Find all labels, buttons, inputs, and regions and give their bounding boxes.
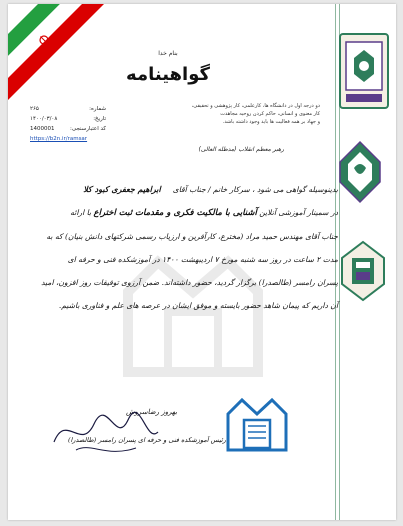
official-stamp-icon <box>224 392 290 454</box>
info-line: دو درجه اول در دانشگاه ها، کارعلمی، کار پژوهشی و تحقیقی، <box>191 103 320 109</box>
certificate-body <box>38 178 338 317</box>
signer-title: رئیس آموزشکده فنی و حرفه ای پسران رامسر (طالصدرا) <box>68 436 226 444</box>
info-line: و جهاد بر همه فعالیت ها باید وجود داشته باشد. <box>222 119 320 125</box>
body-line-2 <box>38 201 338 225</box>
info-quote-block <box>130 102 320 126</box>
faculty-emblem-icon <box>340 240 386 302</box>
number-row <box>30 104 106 114</box>
info-line: کار معنوی و انسانی، حاکم کردن روحیه مجاهدت <box>220 111 320 117</box>
signer-name: بهروز رضاسروش <box>126 408 178 416</box>
code-label: کد اعتبارسنجی: <box>70 126 106 132</box>
body-line-2-lead: در سمینار آموزشی آنلاین <box>259 208 338 217</box>
date-label: تاریخ: <box>93 116 106 122</box>
recipient-name: ابراهیم جعفری کبود کلا <box>83 184 161 194</box>
body-line-6: آن داریم که پیمان شاهد حضور بایسته و موفق ایشان در عرصه های علم و فناوری باشیم. <box>58 301 338 310</box>
certificate-title: گواهینامه <box>126 64 210 85</box>
quote-attribution: رهبر معظم انقلاب (مدظله العالی) <box>198 146 284 153</box>
code-row <box>30 124 106 134</box>
course-title: آشنایی با مالکیت فکری و مقدمات ثبت اختراع <box>93 208 257 218</box>
verification-link[interactable]: https://b2n.ir/ramsar <box>30 136 88 142</box>
ministry-emblem-icon <box>338 140 382 204</box>
body-line-4: مدت ۲ ساعت در روز سه شنبه مورخ ۷ اردیبهشت ۱۴۰۰ در آموزشکده فنی و حرفه ای <box>67 255 338 264</box>
body-line-2-tail: با ارائه <box>70 208 92 217</box>
code-value: 1400001 <box>30 126 55 132</box>
bismillah-text: بنام خدا <box>158 50 178 57</box>
certificate-page <box>8 4 396 520</box>
iran-flag-ribbon <box>8 4 118 114</box>
date-row <box>30 114 106 124</box>
body-line-1 <box>38 178 338 201</box>
date-value: ۱۴۰۰/۰۳/۰۸ <box>30 116 58 122</box>
body-line-3: جناب آقای مهندس حمید مراد (مخترع، کارآفرین و ارزیاب رسمی شرکتهای دانش بنیان) که به <box>46 232 338 241</box>
certificate-meta <box>30 104 106 144</box>
body-line-1-lead: بدینوسیله گواهی می شود ، سرکار خانم / جناب آقای <box>172 185 338 194</box>
number-label: شماره: <box>89 106 106 112</box>
number-value: ۲۶۵ <box>30 106 39 112</box>
university-emblem-icon <box>338 32 390 110</box>
handwritten-signature <box>46 402 166 462</box>
body-line-5: پسران رامسر (طالصدرا) برگزار گردید، حضور داشته‌اند. ضمن آرزوی توفیقات روز افزون، امید <box>41 278 338 287</box>
